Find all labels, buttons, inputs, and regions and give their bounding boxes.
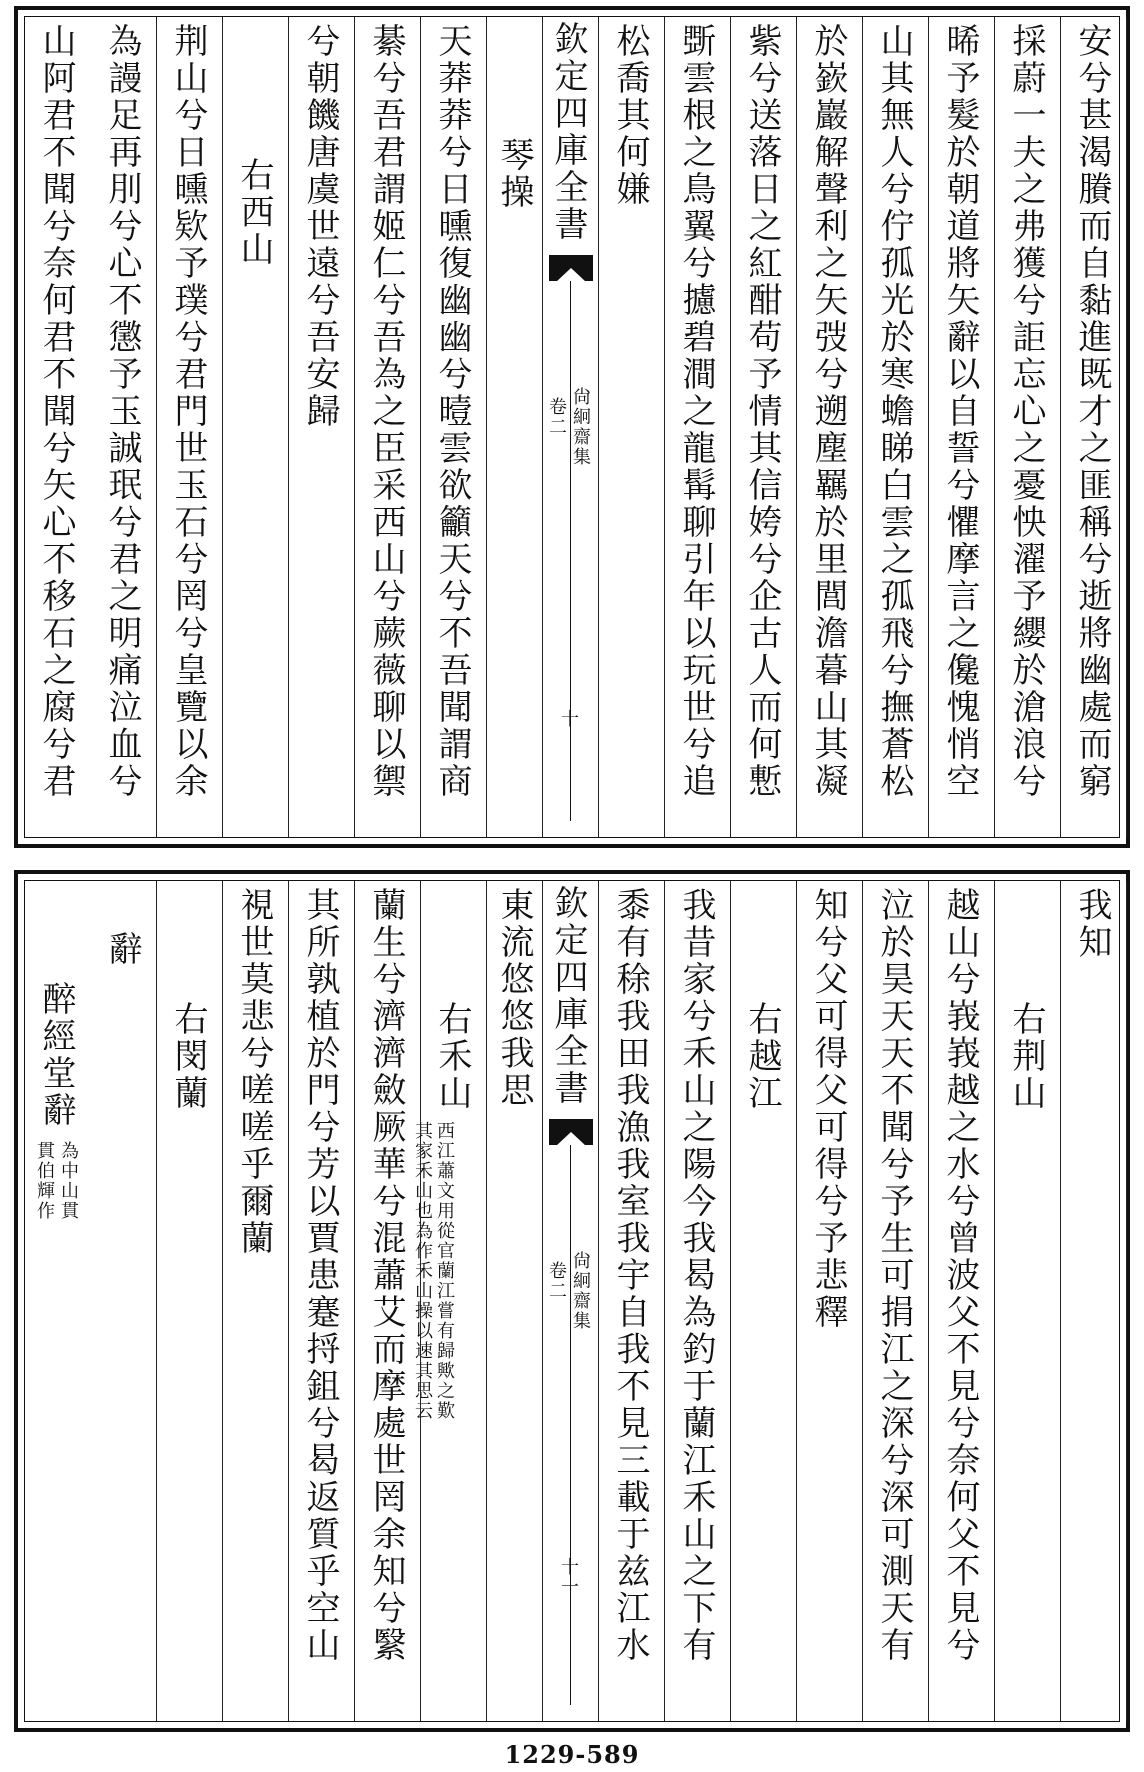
- text-column: [157, 17, 223, 837]
- heading-column: [412, 881, 487, 1721]
- bottom-page-frame: [24, 880, 1120, 1722]
- heading-you-he-shan: 右禾山: [432, 1001, 472, 1112]
- heading-column: [731, 881, 797, 1721]
- juan-number: 卷二: [546, 1261, 567, 1301]
- juan-number: 卷二: [546, 397, 567, 437]
- leaf-number: 十: [558, 709, 579, 729]
- column-text: 兮朝饑唐虞世遠兮吾安歸: [300, 23, 340, 430]
- text-column: [599, 17, 665, 837]
- text-column: [487, 881, 543, 1721]
- center-title: 欽定四庫全書: [548, 21, 588, 243]
- column-text: 天莽莽兮日曛復幽幽兮曀雲欲籲天兮不吾聞謂商: [432, 23, 472, 800]
- column-text: 我昔家兮禾山之陽今我曷為釣于蘭江禾山之下有: [676, 887, 716, 1664]
- heading-column: [487, 17, 543, 837]
- column-text: 綦兮吾君謂姬仁兮吾為之臣采西山兮蕨薇聊以禦: [366, 23, 406, 800]
- fishtail-mark: [549, 1119, 593, 1145]
- column-text: 我知: [1072, 887, 1112, 961]
- text-column: [929, 17, 995, 837]
- column-text: 視世莫悲兮嗟嗟乎爾蘭: [234, 887, 274, 1257]
- top-page: [14, 6, 1130, 848]
- column-text: 山阿君不聞兮奈何君不聞兮矢心不移石之腐兮君: [36, 23, 76, 800]
- text-column: [665, 17, 731, 837]
- bottom-page: [14, 870, 1130, 1732]
- column-text: 其所孰植於門兮芳以賈患蹇捋鉏兮曷返質乎空山: [300, 887, 340, 1664]
- column-text: 斲雲根之鳥翼兮攄碧澗之龍髯聊引年以玩世兮追: [676, 23, 716, 800]
- page-number: 1229-589: [504, 1740, 640, 1769]
- heading-you-xi-shan: 右西山: [234, 157, 274, 268]
- text-column: [863, 881, 929, 1721]
- fishtail-mark: [549, 255, 593, 281]
- heading-you-yue-jiang: 右越江: [742, 1001, 782, 1112]
- heading-column: [223, 17, 289, 837]
- column-text: 於嶔巖解聲利之矢弢兮遡塵羈於里閭澹暮山其凝: [808, 23, 848, 800]
- heading-column: [91, 881, 157, 1721]
- column-text: 荆山兮日曛欵予璞兮君門世玉石兮罔兮皇覽以余: [168, 23, 208, 800]
- text-column: [421, 17, 487, 837]
- he-shan-note-line: 西江蕭文用從官蘭江嘗有歸歟之歎: [434, 1121, 455, 1421]
- text-column: [929, 881, 995, 1721]
- center-fold: [543, 17, 599, 837]
- column-text: 蘭生兮濟濟斂厥華兮混蕭艾而摩處世罔余知兮繄: [366, 887, 406, 1664]
- text-column: [91, 17, 157, 837]
- heading-ci: 辭: [102, 931, 142, 968]
- column-text: 為謾足再刖兮心不懲予玉誠珉兮君之明痛泣血兮: [102, 23, 142, 800]
- center-line: [570, 1145, 571, 1705]
- text-column: [863, 17, 929, 837]
- column-text: 東流悠悠我思: [494, 887, 534, 1109]
- column-text: 松喬其何嫌: [610, 23, 650, 208]
- book-title: 尙絅齋集: [570, 1251, 591, 1331]
- text-column: [25, 17, 91, 837]
- text-column: [289, 881, 355, 1721]
- top-page-frame: [24, 16, 1120, 838]
- column-text: 採蔚一夫之弗獲兮詎忘心之憂怏濯予纓於滄浪兮: [1006, 23, 1046, 800]
- center-line: [570, 281, 571, 821]
- column-text: 泣於昊天天不聞兮予生可捐江之深兮深可測天有: [874, 887, 914, 1664]
- column-text: 知兮父可得父可得兮予悲釋: [808, 887, 848, 1331]
- text-column: [665, 881, 731, 1721]
- text-column: [1061, 17, 1127, 837]
- center-fold: [543, 881, 599, 1721]
- column-text: 山其無人兮佇孤光於寒蟾睇白雲之孤飛兮撫蒼松: [874, 23, 914, 800]
- heading-zui-jing-tang: 醉經堂辭: [36, 981, 76, 1129]
- book-title: 尙絅齋集: [570, 387, 591, 467]
- column-text: 晞予髮於朝道將矢辭以自誓兮懼摩言之儳愧悄空: [940, 23, 980, 800]
- heading-column: [157, 881, 223, 1721]
- center-title: 欽定四庫全書: [548, 885, 588, 1107]
- heading-column: [995, 881, 1061, 1721]
- column-text: 紫兮送落日之紅酣苟予情其信姱兮企古人而何慙: [742, 23, 782, 800]
- text-column: [731, 17, 797, 837]
- text-column: [599, 881, 665, 1721]
- heading-you-jing-shan: 右荆山: [1006, 1001, 1046, 1112]
- zui-jing-tang-note-line: 為中山貫: [58, 1141, 79, 1221]
- text-column: [289, 17, 355, 837]
- leaf-number: 十一: [558, 1557, 579, 1597]
- text-column: [1061, 881, 1127, 1721]
- column-text: 越山兮峩峩越之水兮曾波父不見兮奈何父不見兮: [940, 887, 980, 1664]
- text-column: [223, 881, 289, 1721]
- text-column: [355, 881, 421, 1721]
- column-text: 黍有稌我田我漁我室我宇自我不見三載于兹江水: [610, 887, 650, 1664]
- zui-jing-tang-note-line: 貫伯輝作: [34, 1141, 55, 1221]
- heading-qin-cao: 琴操: [494, 137, 534, 211]
- text-column: [797, 881, 863, 1721]
- text-column: [797, 17, 863, 837]
- column-text: 安兮甚渴賸而自黏進既才之匪稱兮逝將幽處而窮: [1072, 23, 1112, 800]
- heading-column: [25, 881, 91, 1721]
- he-shan-note-line: 其家禾山也為作禾山操以速其思云: [412, 1121, 433, 1421]
- heading-you-min-lan: 右閔蘭: [168, 1001, 208, 1112]
- text-column: [995, 17, 1061, 837]
- text-column: [355, 17, 421, 837]
